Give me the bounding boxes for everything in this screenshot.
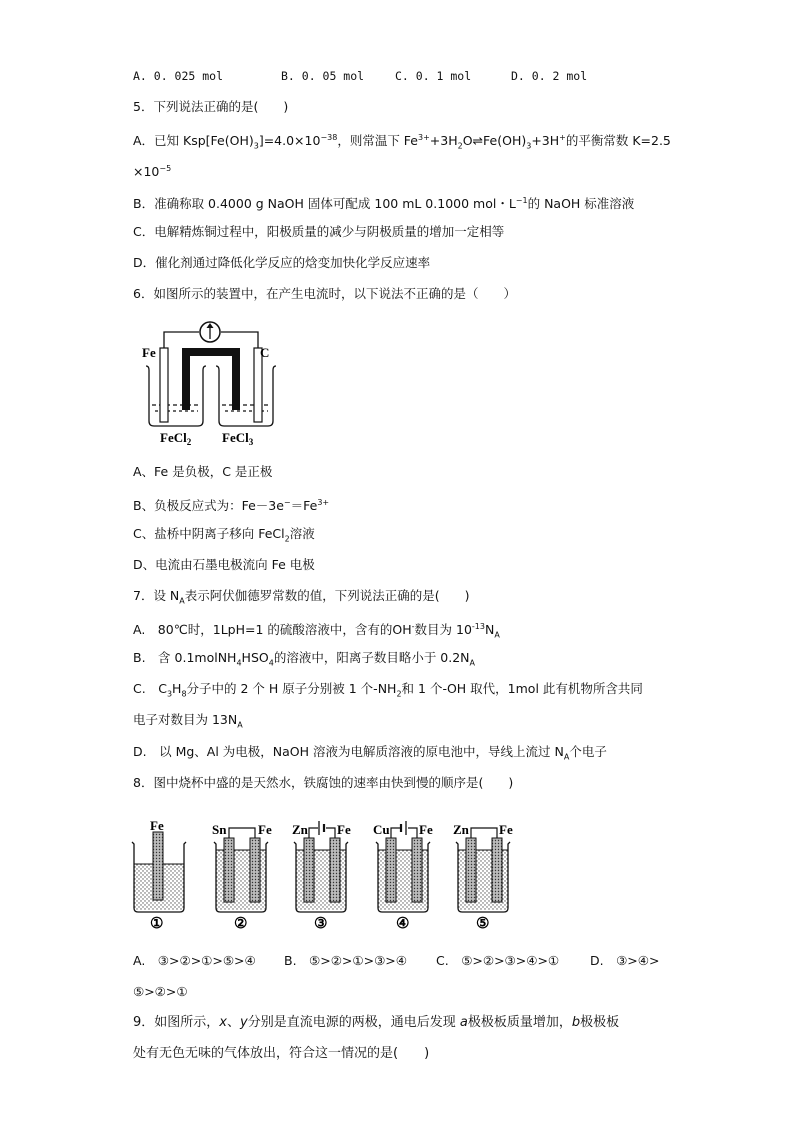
q5-option-a-continued: $\times 10^{-5}$ (133, 164, 172, 180)
q9-stem-continued: 处有无色无味的气体放出，符合这一情况的是( ) (133, 1046, 430, 1061)
q7-option-c-continued: 电子对数目为 $13N_A$ (133, 712, 243, 730)
q9-stem: 9．如图所示，x、y分别是直流电源的两极，通电后发现 a极极板质量增加，b极极板 (133, 1015, 620, 1030)
beaker-2 (212, 822, 272, 932)
beaker-4-fe-label: Fe (419, 822, 433, 837)
fe-electrode (160, 348, 168, 422)
q6-option-d: D、电流由石墨电极流向 Fe 电极 (133, 557, 315, 572)
q4-option-b: B. 0. 05 mol (281, 69, 365, 83)
beaker-1 (132, 818, 186, 932)
galvanometer-icon (200, 322, 220, 342)
q7-option-d: D. 以 Mg、Al 为电极，NaOH 溶液为电解质溶液的原电池中，导线上流过 $N_A$个电子 (133, 744, 607, 762)
beaker-5 (453, 822, 513, 932)
beaker-2-number: ② (234, 916, 248, 932)
q6-option-a: A、Fe 是负极，C 是正极 (133, 464, 273, 479)
beaker-3 (292, 821, 351, 932)
q6-option-b: B、负极反应式为：$Fe-3e^-=Fe^{3+}$ (133, 498, 330, 514)
q8-option-b: B. ⑤>②>①>③>④ (284, 953, 407, 968)
q8-option-a: A. ③>②>①>⑤>④ (133, 953, 256, 968)
q4-option-d: D. 0. 2 mol (511, 69, 588, 83)
q5-stem: 5．下列说法正确的是( ) (133, 99, 289, 114)
q8-option-d-continued: ⑤>②>① (133, 984, 188, 999)
q6-stem: 6．如图所示的装置中，在产生电流时，以下说法不正确的是（ ） (133, 286, 516, 301)
beaker-5-zn-label: Zn (453, 822, 469, 837)
q5-option-b: B．准确称取 0.4000 g NaOH 固体可配成 100 mL 0.1000 mol・$L^{-1}$的 NaOH 标准溶液 (133, 196, 635, 212)
fe-electrode-label: Fe (142, 345, 156, 360)
q7-stem: 7．设 $N_A$表示阿伏伽德罗常数的值，下列说法正确的是( ) (133, 588, 470, 606)
beaker-2-fe-label: Fe (258, 822, 272, 837)
q5-option-d: D．催化剂通过降低化学反应的焓变加快化学反应速率 (133, 255, 431, 270)
beaker-5-number: ⑤ (476, 916, 490, 932)
q8-option-c: C. ⑤>②>③>④>① (436, 953, 560, 968)
fecl2-label: FeCl$_2$ (160, 430, 192, 447)
q6-option-c: C、盐桥中阴离子移向 FeCl$_2$溶液 (133, 526, 315, 544)
q7-option-c: C. $C_3H_8$分子中的 2 个 H 原子分别被 1 个$-NH_2$和 1 个-OH 取代，1mol 此有机物所含共同 (133, 681, 643, 699)
beaker-3-zn-label: Zn (292, 822, 308, 837)
left-beaker (146, 366, 206, 426)
q8-stem: 8．图中烧杯中盛的是天然水，铁腐蚀的速率由快到慢的顺序是( ) (133, 775, 514, 790)
salt-bridge (182, 348, 240, 410)
beaker-5-fe-label: Fe (499, 822, 513, 837)
q4-options-row (133, 67, 587, 85)
c-electrode-label: C (260, 345, 270, 360)
q5-option-c: C．电解精炼铜过程中，阳极质量的减少与阴极质量的增加一定相等 (133, 224, 505, 239)
beaker-3-number: ③ (314, 916, 328, 932)
beaker-4 (373, 821, 433, 932)
fecl3-label: FeCl$_3$ (222, 430, 254, 447)
q5-option-a: A．已知 $Ksp[Fe(OH)_3]=4.0\times 10^{-38}$，则常温下 $Fe^{3+}+3H_2O\rightleftharpoons Fe(OH)_3+3H^+$的平衡常数 K=2.5 (133, 133, 671, 151)
corrosion-beakers-figure (128, 812, 528, 934)
q8-option-d: D. ③>④> (590, 953, 660, 968)
q7-option-b: B. 含 $0.1molNH_4HSO_4$的溶液中，阳离子数目略小于 $0.2N_A$ (133, 650, 476, 668)
q8-options-row (133, 952, 659, 970)
beaker-4-number: ④ (396, 916, 410, 932)
beaker-1-fe-label: Fe (150, 818, 164, 833)
salt-bridge-galvanic-cell-figure (140, 318, 280, 448)
q7-option-a: A. 80℃时，1LpH=1 的硫酸溶液中，含有的OH-数目为 $10^{-13}N_A$ (133, 622, 500, 640)
right-beaker (216, 366, 276, 426)
beaker-3-fe-label: Fe (337, 822, 351, 837)
q4-option-a: A. 0. 025 mol (133, 69, 224, 83)
beaker-2-sn-label: Sn (212, 822, 227, 837)
beaker-4-cu-label: Cu (373, 822, 390, 837)
beaker-1-number: ① (150, 916, 164, 932)
q4-option-c: C. 0. 1 mol (395, 69, 472, 83)
